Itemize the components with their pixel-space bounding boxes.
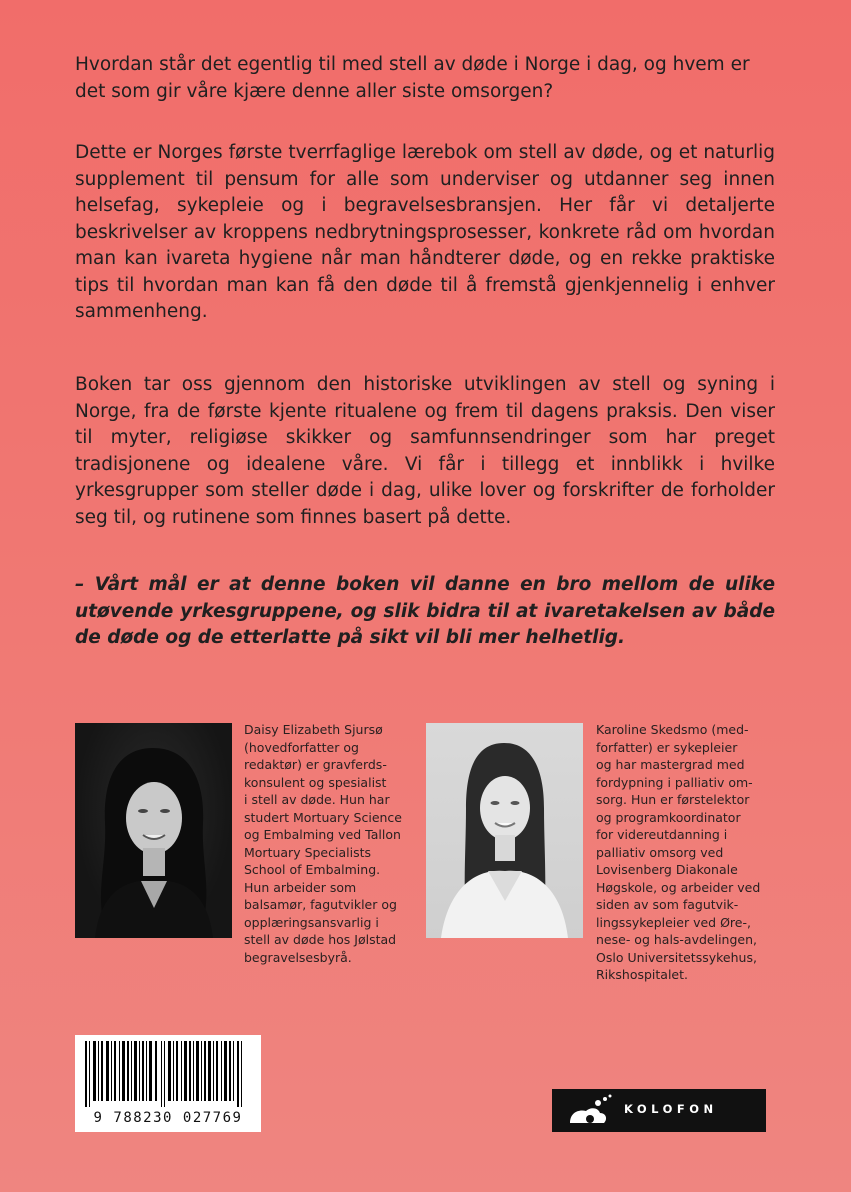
- kolofon-mark-icon: [560, 1089, 620, 1132]
- isbn-barcode: [75, 1035, 261, 1132]
- author-bio-daisy: Daisy Elizabeth Sjursø (hovedforfatter og redaktør) er gravferds- konsulent og spesialist i stell av døde. Hun har studert Mortuary Science og Embalming ved Tallon Mortuary Specialists School of Embalming. Hun arbeider som balsamør, fagutvikler og opplæringsansvarlig i stell av døde hos Jølstad begravelsesbyrå.: [244, 722, 402, 965]
- author-photo-karoline: [426, 723, 583, 938]
- publisher-name: KOLOFON: [624, 1102, 718, 1116]
- publisher-logo: [552, 1089, 766, 1132]
- barcode-bars: [75, 1035, 261, 1110]
- author-photo-daisy: [75, 723, 232, 938]
- about-paragraph: Dette er Norges første tverrfaglige lærebok om stell av døde, og et naturlig supplement til pensum for alle som underviser og utdanner seg innen helsefag, sykepleie og i begravelsesbransjen. Her får vi detaljerte beskrivelser av kroppens nedbrytningsprosesser, konkrete råd om hvordan man kan ivareta hygiene når man håndterer døde, og en rekke praktiske tips til hvordan man kan få den døde til å fremstå gjenkjennelig i enhver sammenheng.: [75, 142, 775, 322]
- intro-paragraph: Hvordan står det egentlig til med stell av døde i Norge i dag, og hvem er det som gir våre kjære denne aller siste omsorgen?: [75, 54, 750, 102]
- quote-paragraph: – Vårt mål er at denne boken vil danne en bro mellom de ulike utøvende yrkesgruppene, og slik bidra til at ivaretakelsen av både de døde og de etterlatte på sikt vil bli mer helhetlig.: [75, 574, 775, 648]
- author-bio-karoline: Karoline Skedsmo (med- forfatter) er sykepleier og har mastergrad med fordypning i palliativ om- sorg. Hun er førstelektor og programkoordinator for videreutdanning i palliativ omsorg ved Lovisenberg Diakonale Høgskole, og arbeider ved siden av som fagutvik- lingssykepleier ved Øre-, nese- og hals-avdelingen, Oslo Universitetssykehus, Rikshospitalet.: [596, 722, 761, 982]
- history-paragraph: Boken tar oss gjennom den historiske utviklingen av stell og syning i Norge, fra de første kjente ritualene og frem til dagens praksis. Den viser til myter, religiøse skikker og samfunnsendringer som har preget tradisjonene og idealene våre. Vi får i tillegg et innblikk i hvilke yrkesgrupper som steller døde i dag, ulike lover og forskrifter de forholder seg til, og rutinene som finnes basert på dette.: [75, 374, 775, 528]
- portrait-2-illustration: [426, 723, 583, 938]
- isbn-digits: 9 788230 027769: [93, 1110, 243, 1126]
- portrait-1-illustration: [75, 723, 232, 938]
